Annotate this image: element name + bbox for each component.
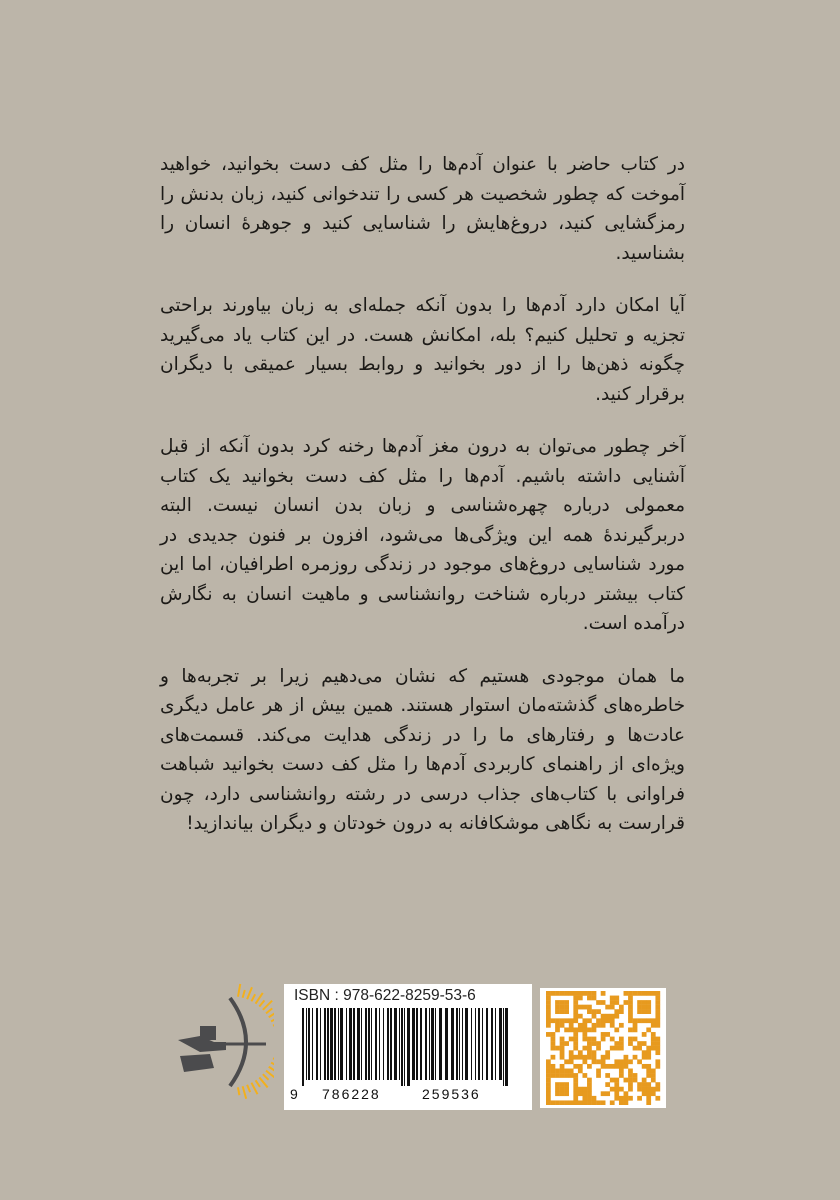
blurb-paragraph-2: آیا امکان دارد آدم‌ها را بدون آنکه جمله‌ای به زبان بیاورند براحتی تجزیه و تحلیل کنیم؟ بله، امکانش هست. در این کتاب یاد می‌گیرید چگونه ذهن‌ها را از دور بخوانید و روابط بسیار عمیقی با دیگران برقرار کنید. (160, 295, 685, 405)
blurb (160, 150, 685, 862)
barcode-digit-first: 9 (290, 1086, 298, 1102)
isbn-barcode-box (284, 984, 532, 1110)
isbn-label: ISBN : 978-622-8259-53-6 (294, 987, 476, 1004)
blurb-paragraph-1: در کتاب حاضر با عنوان آدم‌ها را مثل کف دست بخوانید، خواهید آموخت که چطور شخصیت هر کسی را تندخوانی کنید، زبان بدنش را رمزگشایی کنید، دروغ‌هایش را شناسایی کنید و جوهرهٔ انسان را بشناسید. (160, 154, 685, 264)
barcode-digits-group-1: 786228 (322, 1086, 381, 1102)
blurb-paragraph-3: آخر چطور می‌توان به درون مغز آدم‌ها رخنه کرد بدون آنکه از قبل آشنایی داشته باشیم. آدم‌ها را مثل کف دست بخوانید یک کتاب معمولی درباره چهره‌شناسی و زبان بدن انسان نیست. البته دربرگیرندهٔ همه این ویژگی‌ها می‌شود، افزون بر فنون جدیدی در مورد شناسایی دروغ‌های موجود در زندگی روزمره اطرافیان، اما این کتاب بیشتر درباره شناخت روانشناسی و ماهیت انسان به نگارش درآمده است. (160, 436, 685, 634)
blurb-paragraph-4: ما همان موجودی هستیم که نشان می‌دهیم زیرا بر تجربه‌ها و خاطره‌های گذشته‌مان استوار هستند. همین بیش از هر عامل دیگری عادت‌ها و رفتارهای ما را در زندگی هدایت می‌کند. قسمت‌های ویژه‌ای از راهنمای کاربردی آدم‌ها را مثل کف دست بخوانید شباهت فراوانی با کتاب‌های جذاب درسی در رشته روانشناسی دارد، چون قرارست به نگاهی موشکافانه به درون خودتان و دیگران بیاندازید! (160, 665, 685, 834)
qr-code-icon (540, 988, 666, 1108)
barcode-digits-group-2: 259536 (422, 1086, 481, 1102)
publisher-logo-icon (170, 980, 274, 1104)
barcode-icon (302, 1008, 514, 1086)
